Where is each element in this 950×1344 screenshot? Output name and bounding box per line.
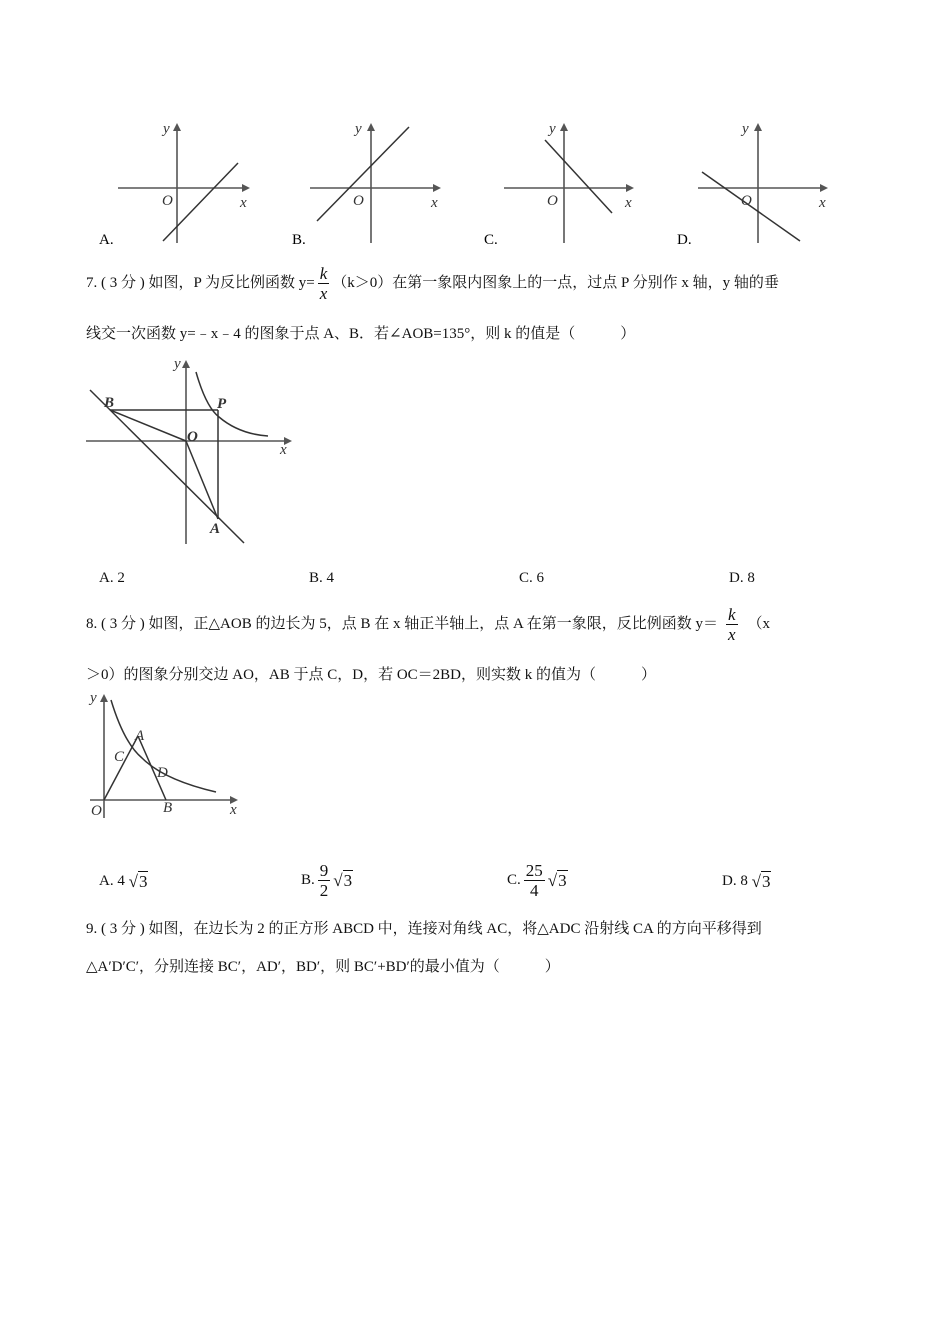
- q8-stem-suffix: （x: [747, 616, 771, 632]
- q7-frac-den: x: [319, 284, 328, 304]
- q7-option-b: B. 4: [309, 570, 335, 586]
- q6a-y-label: y: [163, 121, 170, 137]
- q8-option-b-radicand: 3: [343, 870, 353, 890]
- q6a-x-label: x: [240, 195, 247, 211]
- q8-option-c-sqrt: √3: [547, 870, 567, 890]
- q8-point-d: D: [157, 765, 168, 781]
- q6c-option-label: C.: [484, 232, 498, 248]
- q8-point-o: O: [91, 803, 102, 819]
- q8-option-d-radicand: 3: [761, 871, 771, 891]
- q7-point-b: B: [104, 395, 115, 411]
- q7-option-a: A. 2: [99, 570, 125, 586]
- q9-stem-line2: △A′D′C′，分别连接 BC′，AD′，BD′，则 BC′+BD′的最小值为（ ）: [86, 959, 560, 975]
- q8-option-d-sqrt: √3: [751, 871, 771, 891]
- q7-line-y-neg-x-minus-4: [90, 390, 244, 543]
- q8-option-b-sqrt: √3: [333, 870, 353, 890]
- q8-option-b-num: 9: [319, 861, 329, 881]
- q8-option-c-radicand: 3: [558, 870, 567, 890]
- q7-figure: [84, 352, 299, 552]
- q6-graph-d: [672, 115, 852, 250]
- q8-stem-line2: ＞0）的图象分别交边 AO，AB 于点 C，D，若 OC＝2BD，则实数 k 的值为（ ）: [86, 667, 657, 683]
- q8-point-b: B: [163, 800, 173, 816]
- q8-figure: [84, 688, 244, 823]
- q8-side-oa: [104, 736, 138, 800]
- q6d-y-label: y: [742, 121, 749, 137]
- q6-graph-c: [478, 115, 658, 250]
- q8-option-b: [301, 858, 353, 903]
- q7-frac-num: k: [319, 264, 328, 284]
- q8-frac-den: x: [727, 625, 736, 645]
- q6d-option-label: D.: [677, 232, 692, 248]
- q6b-x-label: x: [431, 195, 438, 211]
- q7-stem-line1: [86, 263, 779, 303]
- q8-option-c-den: 4: [530, 881, 539, 901]
- q6c-x-label: x: [625, 195, 632, 211]
- q7-stem-suffix: （k＞0）在第一象限内图象上的一点，过点 P 分别作 x 轴，y 轴的垂: [332, 275, 779, 291]
- q8-stem-prefix: 8. ( 3 分 ) 如图，正△AOB 的边长为 5，点 B 在 x 轴正半轴上，点 A 在第一象限，反比例函数 y＝: [86, 616, 718, 632]
- q6b-y-label: y: [355, 121, 362, 137]
- q6d-origin-label: O: [741, 193, 752, 209]
- q6c-origin-label: O: [547, 193, 558, 209]
- q8-option-d-label: D. 8: [722, 873, 748, 889]
- q8-option-a: [99, 868, 148, 895]
- q6b-origin-label: O: [353, 193, 364, 209]
- q8-option-b-den: 2: [319, 881, 329, 901]
- q8-point-a: A: [135, 728, 145, 744]
- q6b-option-label: B.: [292, 232, 306, 248]
- q7-stem-prefix: 7. ( 3 分 ) 如图，P 为反比例函数 y=: [86, 275, 315, 291]
- q8-option-c-num: 25: [525, 861, 543, 881]
- q7-point-p: P: [217, 396, 227, 412]
- q7-segment-bo: [110, 410, 186, 441]
- q8-option-a-label: A. 4: [99, 873, 125, 889]
- q8-option-a-sqrt: √3: [128, 871, 148, 891]
- q8-option-b-fraction: [318, 861, 331, 900]
- q8-stem-line1: [86, 604, 770, 644]
- q8-option-c-fraction: [524, 861, 545, 900]
- q8-option-a-radicand: 3: [138, 871, 148, 891]
- q7-hyperbola: [196, 372, 268, 436]
- q7-x-label: x: [280, 442, 287, 458]
- q7-stem-line2: 线交一次函数 y=﹣x﹣4 的图象于点 A、B．若∠AOB=135°，则 k 的值是（ ）: [86, 326, 636, 342]
- q6d-x-label: x: [819, 195, 826, 211]
- q7-point-o: O: [187, 429, 198, 445]
- q6-options: [90, 115, 850, 255]
- q6-graph-a: [90, 115, 270, 250]
- q8-x-label: x: [230, 802, 237, 818]
- q7-segment-oa: [186, 441, 218, 519]
- q7-y-label: y: [174, 356, 181, 372]
- q8-fraction: [726, 605, 738, 644]
- q8-y-label: y: [90, 690, 97, 706]
- q8-frac-num: k: [727, 605, 736, 625]
- q8-option-c-label: C.: [507, 872, 521, 888]
- q6a-option-label: A.: [99, 232, 114, 248]
- q7-point-a: A: [210, 521, 221, 537]
- q9-stem-line1: 9. ( 3 分 ) 如图，在边长为 2 的正方形 ABCD 中，连接对角线 AC，将△ADC 沿射线 CA 的方向平移得到: [86, 921, 762, 937]
- q6c-y-label: y: [549, 121, 556, 137]
- q6a-line: [163, 163, 238, 241]
- q6a-origin-label: O: [162, 193, 173, 209]
- q7-option-c: C. 6: [519, 570, 545, 586]
- q7-fraction: [318, 264, 330, 303]
- q8-point-c: C: [114, 749, 125, 765]
- q6-graph-b: [285, 115, 465, 250]
- q8-option-b-label: B.: [301, 872, 315, 888]
- q7-option-d: D. 8: [729, 570, 755, 586]
- q8-option-d: [722, 868, 771, 895]
- q8-option-c: [507, 858, 568, 903]
